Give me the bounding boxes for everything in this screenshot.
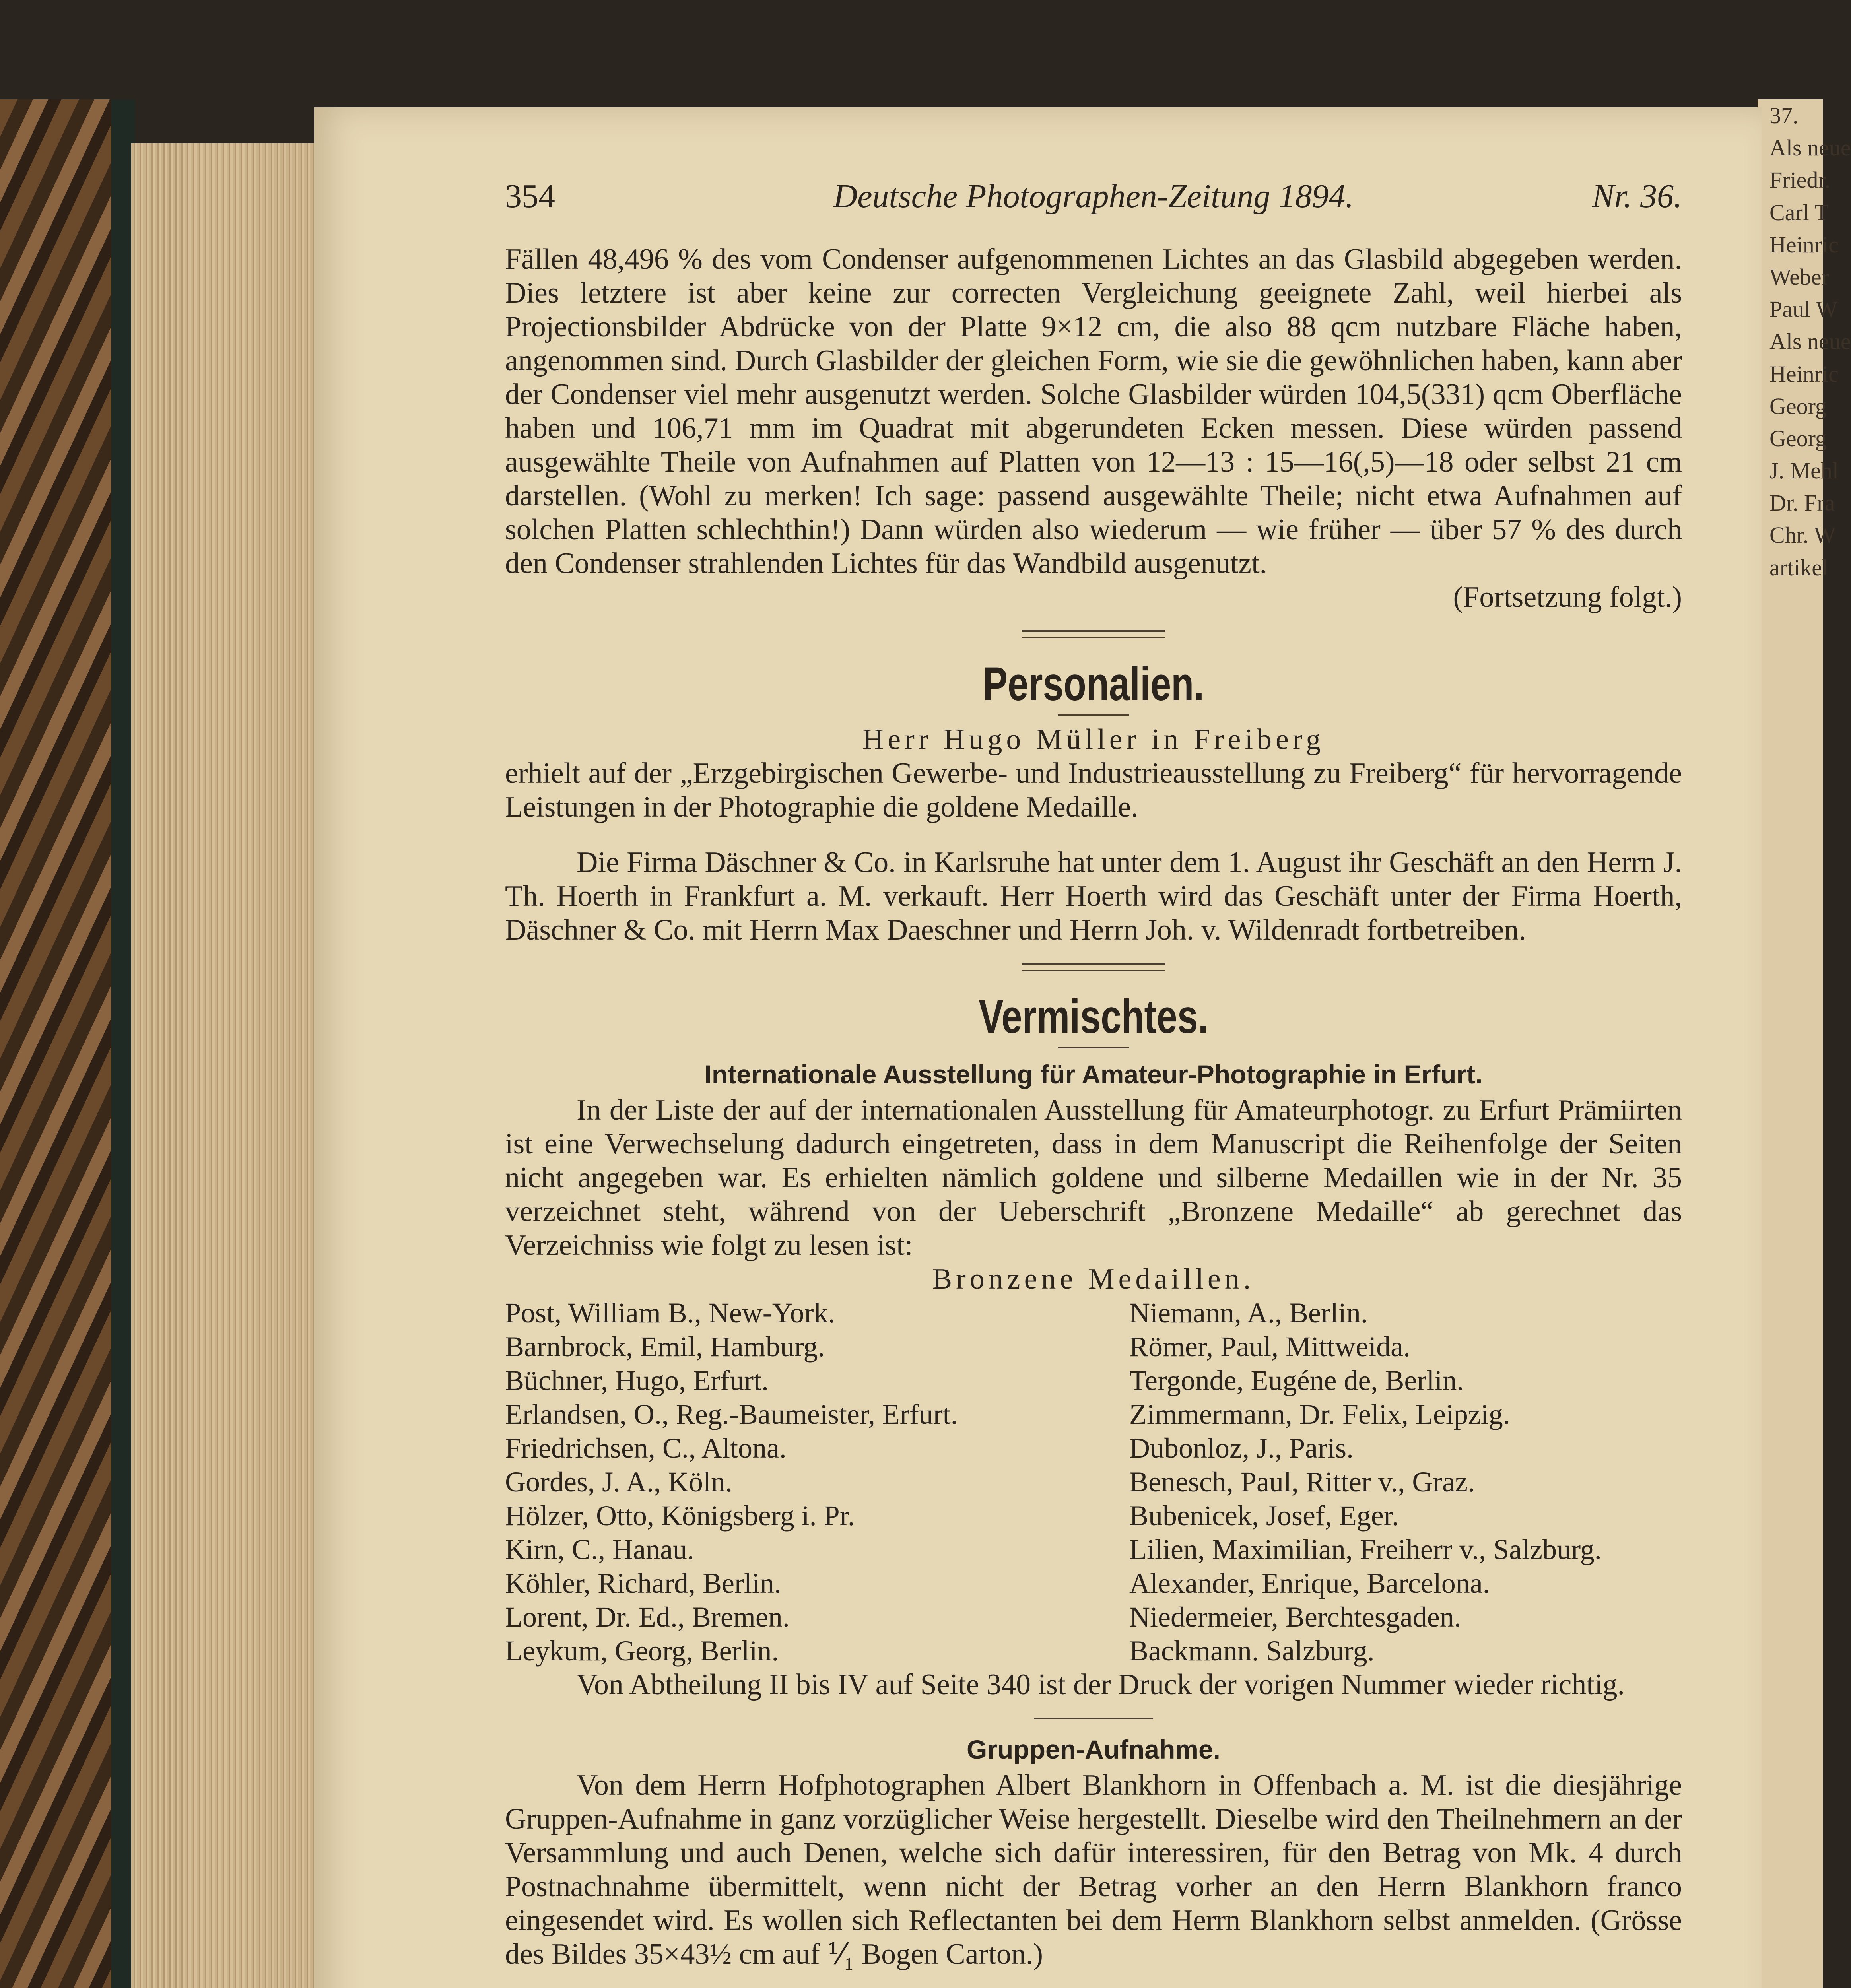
intro-paragraph: Fällen 48,496 % des vom Condenser aufgenommenen Lichtes an das Glasbild abgegeben werden. Dies letztere ist aber keine zur correcten Vergleichung geeignete Zahl, weil hierbei als Projectionsbilder Abdrücke von der Platte 9×12 cm, die also 88 qcm nutzbare Fläche haben, angenommen sind. Durch Glasbilder der gleichen Form, wie sie die gewöhnlichen haben, kann aber der Condenser viel mehr ausgenutzt werden. Solche Glasbilder würden 104,5(331) qcm Oberfläche haben und 106,71 mm im Quadrat mit abgerundeten Ecken messen. Diese würden passend ausgewählte Theile von Aufnahmen auf Platten von 12—13 : 15—16(,5)—18 oder selbst 21 cm darstellen. (Wohl zu merken! Ich sage: passend ausgewählte Theile; nicht etwa Aufnahmen auf solchen Platten schlechthin!) Dann würden also wiederum — wie früher — über 57 % des durch den Condenser strahlenden Lichtes für das Wandbild ausgenutzt.: [505, 243, 1682, 580]
facing-page-fragment: Carl T: [1769, 199, 1829, 225]
list-item: Römer, Paul, Mittweida.: [1129, 1331, 1411, 1363]
vermischtes-paragraph-2: Von Abtheilung II bis IV auf Seite 340 ist der Druck der vorigen Nummer wieder richtig.: [577, 1668, 1625, 1701]
personalien-paragraph-2: Die Firma Däschner & Co. in Karlsruhe hat unter dem 1. August ihr Geschäft an den Herrn J. Th. Hoerth in Frankfurt a. M. verkauft. Herr Hoerth wird das Geschäft unter der Firma Hoerth, Däschner & Co. mit Herrn Max Daeschner und Herrn Joh. v. Wildenradt fortbetreiben.: [505, 846, 1682, 946]
facing-page-fragment: Chr. W: [1769, 522, 1836, 548]
facing-page-fragment: Weber: [1769, 264, 1829, 290]
list-item: Backmann. Salzburg.: [1129, 1635, 1375, 1667]
running-header: [505, 177, 1682, 225]
subheading-ausstellung: Internationale Ausstellung für Amateur-Photographie in Erfurt.: [704, 1060, 1483, 1089]
page-number: 354: [505, 178, 555, 215]
list-item: Niemann, A., Berlin.: [1129, 1297, 1368, 1329]
facing-page-fragment: Als neue: [1769, 328, 1851, 355]
book-page: [314, 107, 1762, 1988]
list-heading: Bronzene Medaillen.: [932, 1263, 1255, 1295]
facing-page-fragment: Heinric: [1769, 231, 1839, 258]
list-item: Tergonde, Eugéne de, Berlin.: [1129, 1365, 1464, 1396]
list-item: Büchner, Hugo, Erfurt.: [505, 1365, 769, 1396]
list-item: Niedermeier, Berchtesgaden.: [1129, 1601, 1461, 1633]
list-item: Erlandsen, O., Reg.-Baumeister, Erfurt.: [505, 1398, 958, 1430]
facing-page: [1758, 99, 1851, 1988]
facing-page-fragment: Als neue: [1769, 135, 1851, 161]
list-item: Kirn, C., Hanau.: [505, 1534, 694, 1565]
list-item: Benesch, Paul, Ritter v., Graz.: [1129, 1466, 1475, 1498]
journal-title: Deutsche Photographen-Zeitung 1894.: [833, 178, 1354, 215]
list-item: Gordes, J. A., Köln.: [505, 1466, 732, 1498]
personalien-paragraph-1: erhielt auf der „Erzgebirgischen Gewerbe- und Industrieausstellung zu Freiberg“ für hervorragende Leistungen in der Photographie die goldene Medaille.: [505, 757, 1682, 823]
issue-number: Nr. 36.: [1592, 178, 1682, 215]
list-item: Bubenicek, Josef, Eger.: [1129, 1500, 1399, 1532]
vermischtes-paragraph-1: In der Liste der auf der internationalen Ausstellung für Amateurphotogr. zu Erfurt Prämiirten ist eine Verwechselung dadurch eingetreten, dass in dem Manuscript die Reihenfolge der Seiten nicht angegeben war. Es erhielten nämlich goldene und silberne Medaillen wie in der Nr. 35 verzeichnet steht, während von der Ueberschrift „Bronzene Medaille“ ab gerechnet das Verzeichniss wie folgt zu lesen ist:: [505, 1094, 1682, 1262]
list-item: Zimmermann, Dr. Felix, Leipzig.: [1129, 1398, 1510, 1430]
medal-list: [505, 1296, 1682, 1668]
list-item: Barnbrock, Emil, Hamburg.: [505, 1331, 825, 1363]
section-divider: [1022, 630, 1165, 638]
section-divider: [1022, 963, 1165, 971]
section-title-personalien: Personalien.: [983, 657, 1204, 711]
title-underline: [1058, 1047, 1129, 1048]
facing-page-fragment: Paul W: [1769, 296, 1838, 322]
list-item: Köhler, Richard, Berlin.: [505, 1567, 781, 1599]
list-item: Lorent, Dr. Ed., Bremen.: [505, 1601, 790, 1633]
list-item: Friedrichsen, C., Altona.: [505, 1432, 787, 1464]
list-item: Hölzer, Otto, Königsberg i. Pr.: [505, 1500, 855, 1532]
facing-page-fragment: Georg: [1769, 425, 1827, 451]
facing-page-text: [1769, 99, 1851, 584]
list-item: Lilien, Maximilian, Freiherr v., Salzburg.: [1129, 1534, 1602, 1565]
book-cover-left: [0, 99, 135, 1988]
facing-page-fragment: 37.: [1769, 103, 1799, 128]
continued-note: (Fortsetzung folgt.): [1453, 581, 1682, 613]
page-body: [505, 243, 1682, 1988]
vermischtes-paragraph-3: Von dem Herrn Hofphotographen Albert Blankhorn in Offenbach a. M. ist die diesjährige Gruppen-Aufnahme in ganz vorzüglicher Weise hergestellt. Dieselbe wird den Theilnehmern an der Versammlung und auch Denen, welche sich dafür interessiren, für den Betrag von Mk. 4 durch Postnachnahme übermittelt, wenn nicht der Betrag vorher an den Herrn Blankhorn franco eingesendet wird. Es wollen sich Reflectanten bei dem Herrn Blankhorn selbst anmelden. (Grösse des Bildes 35×43½ cm auf ⅟₁ Bogen Carton.): [505, 1769, 1682, 1971]
list-item: Leykum, Georg, Berlin.: [505, 1635, 779, 1667]
personalien-lead: Herr Hugo Müller in Freiberg: [862, 723, 1325, 756]
list-item: Dubonloz, J., Paris.: [1129, 1432, 1354, 1464]
subheading-gruppen-aufnahme: Gruppen-Aufnahme.: [967, 1735, 1220, 1764]
page-edges: [131, 143, 322, 1988]
title-underline: [1058, 714, 1129, 716]
facing-page-fragment: Friedr.: [1769, 167, 1831, 193]
facing-page-fragment: artikel: [1769, 554, 1829, 580]
list-item: Post, William B., New-York.: [505, 1297, 835, 1329]
facing-page-fragment: Heinric: [1769, 361, 1839, 387]
facing-page-fragment: Georg: [1769, 393, 1827, 419]
short-divider: [1034, 1718, 1153, 1719]
list-item: Alexander, Enrique, Barcelona.: [1129, 1567, 1490, 1599]
facing-page-fragment: Dr. Fra: [1769, 490, 1835, 516]
section-title-vermischtes: Vermischtes.: [979, 990, 1208, 1043]
facing-page-fragment: J. Mehl: [1769, 458, 1839, 484]
